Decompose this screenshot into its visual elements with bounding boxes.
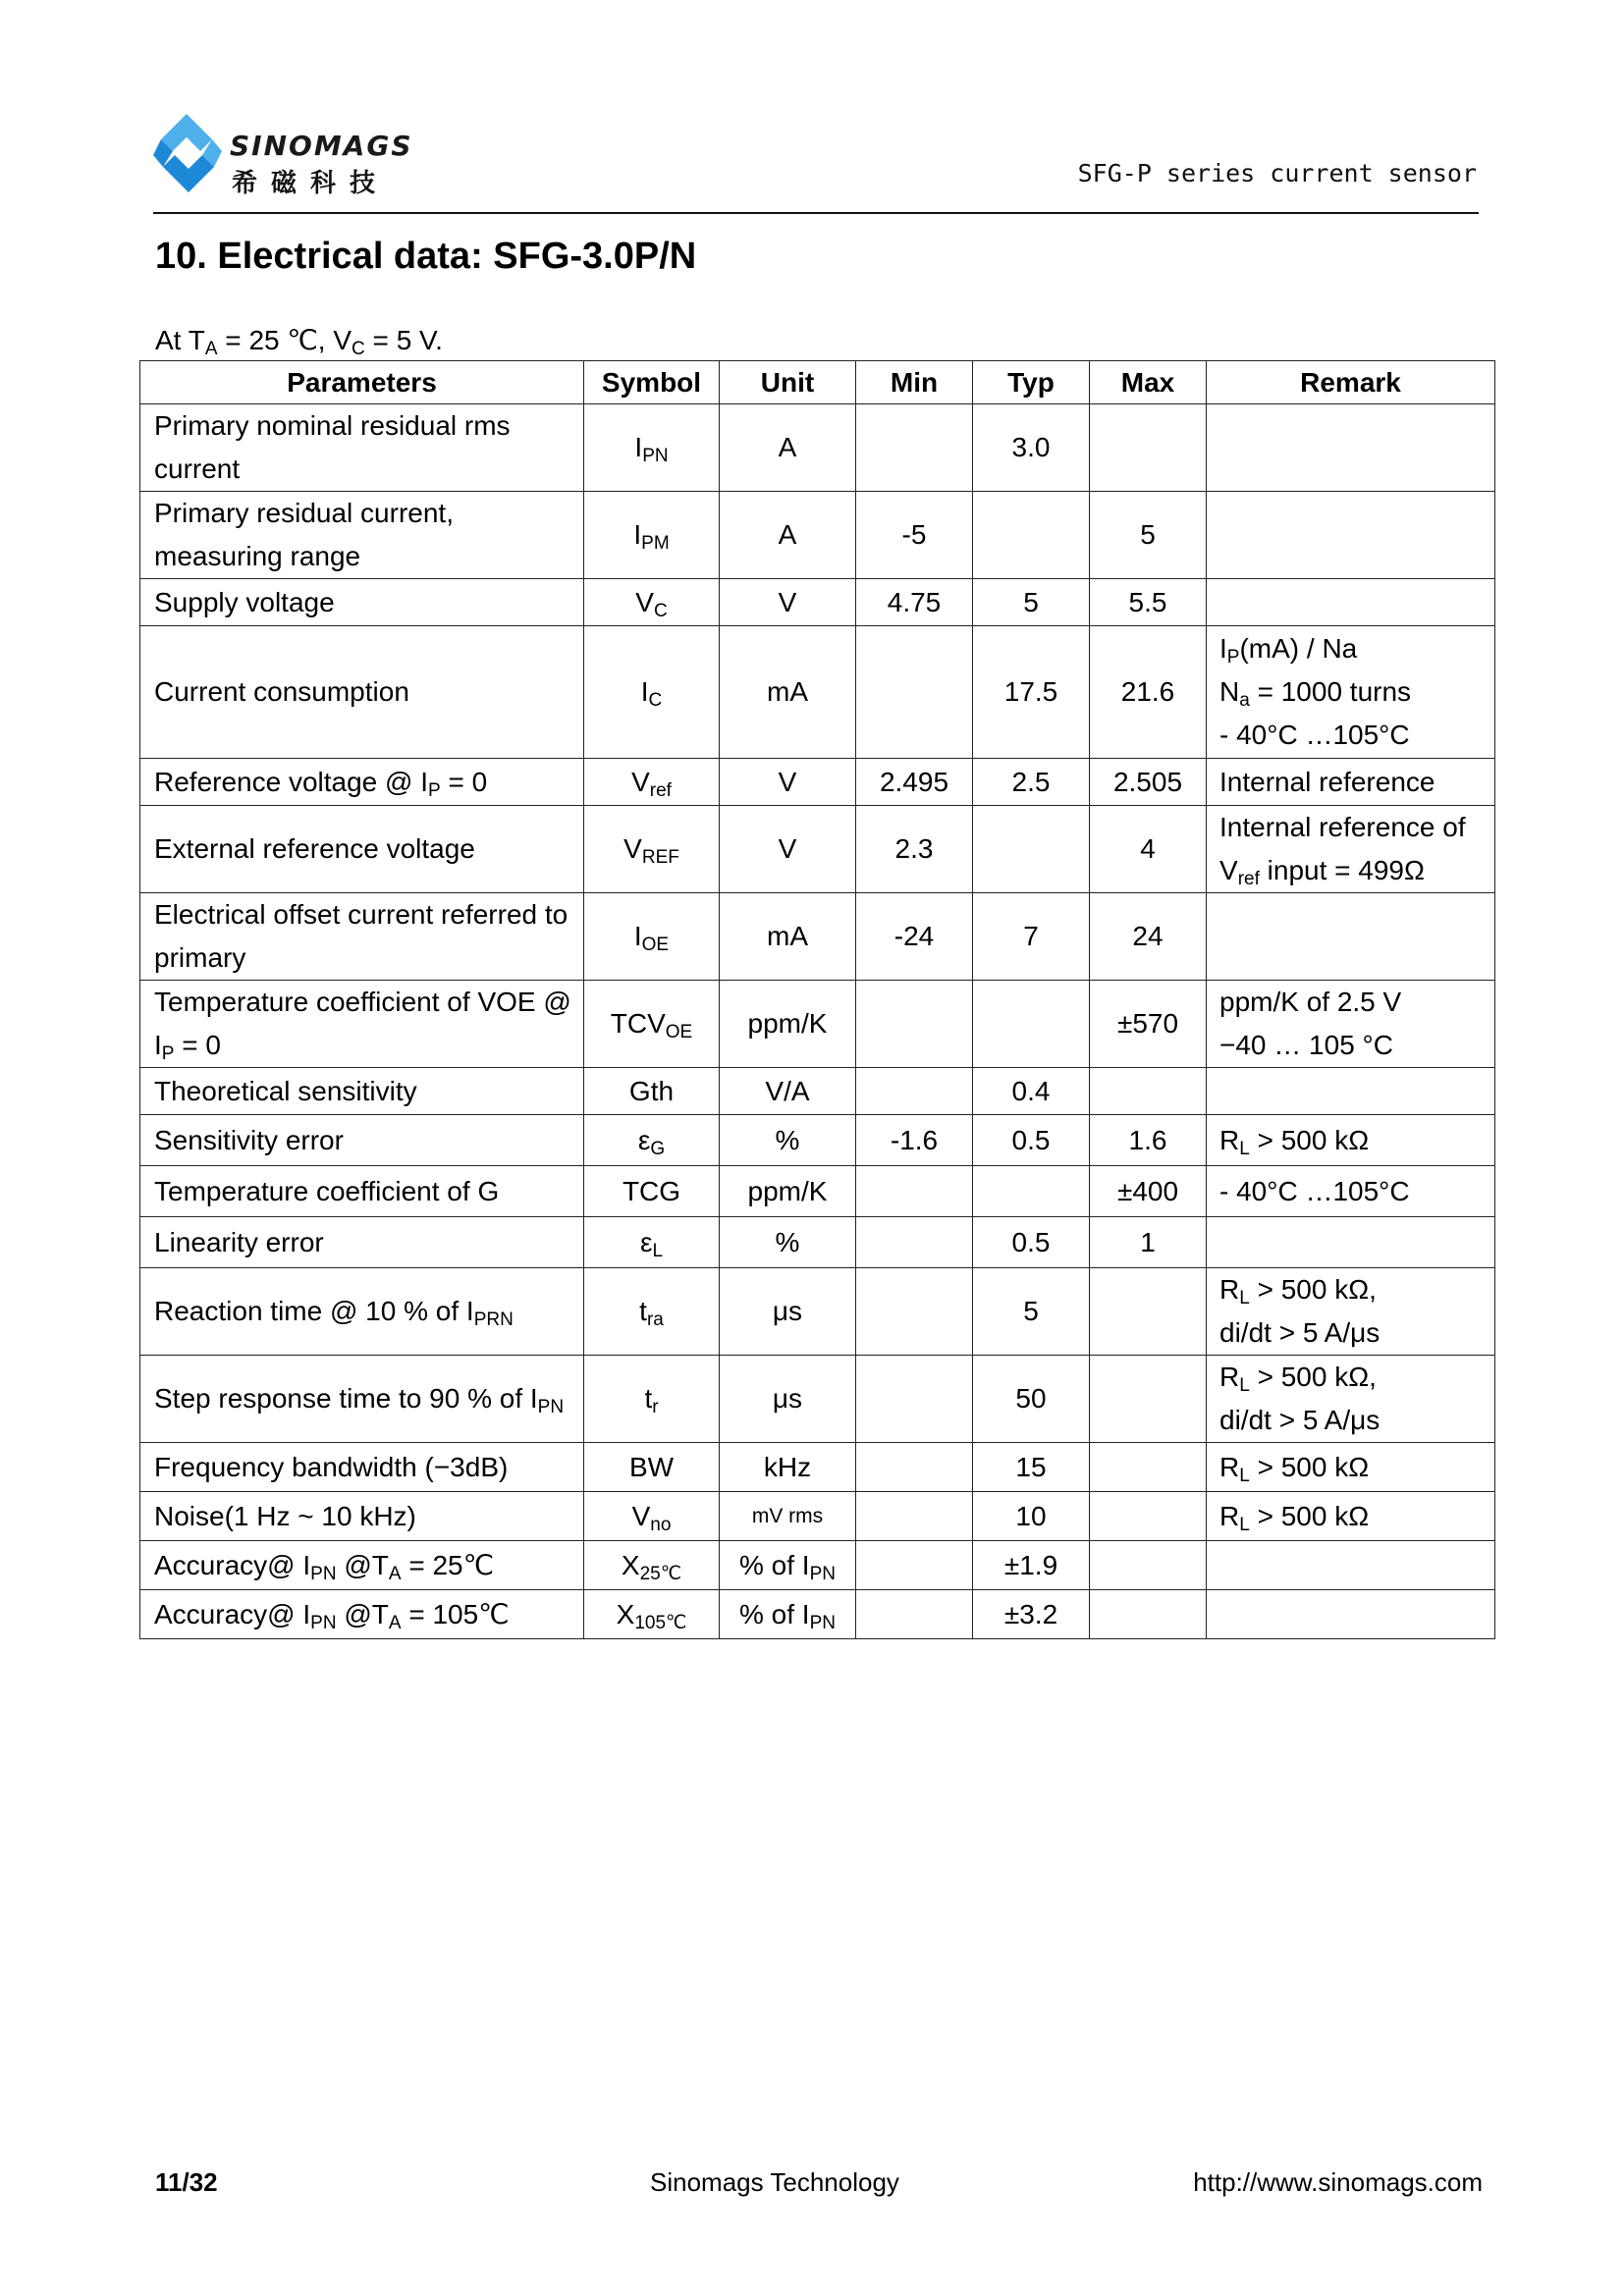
table-row bbox=[140, 1068, 1495, 1115]
cell-param: Noise(1 Hz ~ 10 kHz) bbox=[140, 1492, 584, 1541]
cell-param: Reference voltage @ $I_P = 0$ bbox=[140, 759, 584, 806]
cell-symbol: BW bbox=[584, 1443, 720, 1492]
cell-typ: 0.5 bbox=[973, 1217, 1090, 1268]
cell-unit: % bbox=[720, 1115, 856, 1166]
cell-remark bbox=[1207, 404, 1495, 492]
cell-max bbox=[1090, 1541, 1207, 1590]
cell-max: 5.5 bbox=[1090, 579, 1207, 626]
cell-min: -24 bbox=[856, 893, 973, 981]
cell-param: Primary nominal residual rms current bbox=[140, 404, 584, 492]
cell-symbol: $V_C$ bbox=[584, 579, 720, 626]
cell-typ: ±3.2 bbox=[973, 1590, 1090, 1639]
cell-max: 4 bbox=[1090, 806, 1207, 893]
table-row bbox=[140, 1541, 1495, 1590]
table-row bbox=[140, 1268, 1495, 1356]
table-row bbox=[140, 1217, 1495, 1268]
cell-remark bbox=[1207, 492, 1495, 579]
cell-typ: 17.5 bbox=[973, 626, 1090, 759]
cell-remark bbox=[1207, 579, 1495, 626]
table-row bbox=[140, 759, 1495, 806]
cell-typ: 3.0 bbox=[973, 404, 1090, 492]
cell-typ: 2.5 bbox=[973, 759, 1090, 806]
cell-min bbox=[856, 1541, 973, 1590]
cell-param: Accuracy@ $I_{PN}$ $@T_A$ = 105℃ bbox=[140, 1590, 584, 1639]
table-row bbox=[140, 893, 1495, 981]
column-header: Unit bbox=[720, 361, 856, 404]
table-row bbox=[140, 626, 1495, 759]
table-row bbox=[140, 1115, 1495, 1166]
cell-typ: 7 bbox=[973, 893, 1090, 981]
cell-remark: $R_L > 500$ kΩ bbox=[1207, 1115, 1495, 1166]
cell-unit: mV rms bbox=[720, 1492, 856, 1541]
column-header: Typ bbox=[973, 361, 1090, 404]
cell-max bbox=[1090, 1443, 1207, 1492]
cell-max: 21.6 bbox=[1090, 626, 1207, 759]
cell-typ bbox=[973, 806, 1090, 893]
cell-min: -5 bbox=[856, 492, 973, 579]
cell-param: Electrical offset current referred to primary bbox=[140, 893, 584, 981]
cell-remark bbox=[1207, 1590, 1495, 1639]
table-row bbox=[140, 1590, 1495, 1639]
cell-remark: $R_L > 500$ kΩ, di/dt > 5 A/μs bbox=[1207, 1356, 1495, 1443]
cell-typ: 5 bbox=[973, 1268, 1090, 1356]
cell-max: 2.505 bbox=[1090, 759, 1207, 806]
cell-typ: 15 bbox=[973, 1443, 1090, 1492]
cell-param: Accuracy@ $I_{PN}$ $@T_A$ = 25℃ bbox=[140, 1541, 584, 1590]
cell-symbol: $I_{PM}$ bbox=[584, 492, 720, 579]
cell-symbol: $V_{no}$ bbox=[584, 1492, 720, 1541]
page-number: 11/32 bbox=[155, 2167, 218, 2197]
cell-min bbox=[856, 1217, 973, 1268]
table-row bbox=[140, 404, 1495, 492]
section-title: 10. Electrical data: SFG-3.0P/N bbox=[155, 236, 697, 277]
table-row bbox=[140, 1443, 1495, 1492]
table-row bbox=[140, 492, 1495, 579]
cell-min: 2.3 bbox=[856, 806, 973, 893]
table-body bbox=[140, 404, 1495, 1639]
cell-typ: 0.5 bbox=[973, 1115, 1090, 1166]
cell-symbol: $V_{ref}$ bbox=[584, 759, 720, 806]
cell-max: 1.6 bbox=[1090, 1115, 1207, 1166]
cell-symbol: $I_{PN}$ bbox=[584, 404, 720, 492]
cell-unit: V bbox=[720, 806, 856, 893]
cell-max: ±400 bbox=[1090, 1166, 1207, 1217]
cell-max: 5 bbox=[1090, 492, 1207, 579]
cell-remark: ppm/K of 2.5 V −40 … 105 °C bbox=[1207, 981, 1495, 1068]
cell-remark: Internal reference bbox=[1207, 759, 1495, 806]
cell-param: Theoretical sensitivity bbox=[140, 1068, 584, 1115]
column-header: Max bbox=[1090, 361, 1207, 404]
cell-unit: A bbox=[720, 492, 856, 579]
cell-unit: kHz bbox=[720, 1443, 856, 1492]
cell-unit: ppm/K bbox=[720, 981, 856, 1068]
cell-typ: 10 bbox=[973, 1492, 1090, 1541]
cell-min bbox=[856, 1068, 973, 1115]
column-header: Parameters bbox=[140, 361, 584, 404]
cell-param: Supply voltage bbox=[140, 579, 584, 626]
cell-min bbox=[856, 1356, 973, 1443]
cell-param: Linearity error bbox=[140, 1217, 584, 1268]
cell-typ: ±1.9 bbox=[973, 1541, 1090, 1590]
cell-remark: - 40°C …105°C bbox=[1207, 1166, 1495, 1217]
cell-max bbox=[1090, 404, 1207, 492]
cell-param: Sensitivity error bbox=[140, 1115, 584, 1166]
cell-min: 4.75 bbox=[856, 579, 973, 626]
footer-company: Sinomags Technology bbox=[650, 2167, 899, 2197]
cell-param: Step response time to 90 % of $I_{PN}$ bbox=[140, 1356, 584, 1443]
test-conditions bbox=[155, 324, 443, 359]
cell-param: Temperature coefficient of VOE @ $I_P = 0$ bbox=[140, 981, 584, 1068]
cell-symbol: Gth bbox=[584, 1068, 720, 1115]
cell-max bbox=[1090, 1492, 1207, 1541]
cell-remark: $I_P(mA)$ / Na $N_a = 1000$ turns - 40°C …105°C bbox=[1207, 626, 1495, 759]
cell-param: Frequency bandwidth (−3dB) bbox=[140, 1443, 584, 1492]
cell-typ bbox=[973, 1166, 1090, 1217]
cell-max bbox=[1090, 1068, 1207, 1115]
cell-unit: V bbox=[720, 759, 856, 806]
cell-remark bbox=[1207, 1217, 1495, 1268]
cell-unit: μs bbox=[720, 1268, 856, 1356]
cell-symbol: TCG bbox=[584, 1166, 720, 1217]
cell-unit: A bbox=[720, 404, 856, 492]
cell-typ bbox=[973, 981, 1090, 1068]
company-logo bbox=[153, 106, 413, 204]
cell-param: Primary residual current, measuring range bbox=[140, 492, 584, 579]
cell-symbol: $I_C$ bbox=[584, 626, 720, 759]
table-row bbox=[140, 1356, 1495, 1443]
electrical-data-table bbox=[139, 360, 1495, 1639]
cell-max: ±570 bbox=[1090, 981, 1207, 1068]
cell-param: External reference voltage bbox=[140, 806, 584, 893]
brand-name: SINOMAGS bbox=[230, 130, 413, 162]
cell-unit: mA bbox=[720, 626, 856, 759]
column-header: Symbol bbox=[584, 361, 720, 404]
cell-unit: μs bbox=[720, 1356, 856, 1443]
cell-min: -1.6 bbox=[856, 1115, 973, 1166]
document-title: SFG-P series current sensor bbox=[1077, 159, 1477, 187]
cell-symbol: $\varepsilon_G$ bbox=[584, 1115, 720, 1166]
cell-min bbox=[856, 1492, 973, 1541]
cell-unit: ppm/K bbox=[720, 1166, 856, 1217]
cell-symbol: $X_{25℃}$ bbox=[584, 1541, 720, 1590]
cell-symbol: $t_{ra}$ bbox=[584, 1268, 720, 1356]
cell-remark: $R_L > 500$ kΩ bbox=[1207, 1492, 1495, 1541]
cell-remark: Internal reference of $V_{ref}$ input = 499Ω bbox=[1207, 806, 1495, 893]
cell-unit: % bbox=[720, 1217, 856, 1268]
cell-symbol: $I_{OE}$ bbox=[584, 893, 720, 981]
cell-param: Current consumption bbox=[140, 626, 584, 759]
cell-min bbox=[856, 1590, 973, 1639]
cell-unit: mA bbox=[720, 893, 856, 981]
header-divider bbox=[153, 212, 1479, 214]
cell-typ: 5 bbox=[973, 579, 1090, 626]
conditions-text: At $T_A = 25$ ℃, $V_C = 5$ V. bbox=[155, 325, 443, 359]
cell-typ: 0.4 bbox=[973, 1068, 1090, 1115]
table-row bbox=[140, 579, 1495, 626]
cell-min bbox=[856, 404, 973, 492]
cell-min bbox=[856, 1443, 973, 1492]
cell-min bbox=[856, 626, 973, 759]
cell-symbol: $TCV_{OE}$ bbox=[584, 981, 720, 1068]
cell-unit: % of $I_{PN}$ bbox=[720, 1590, 856, 1639]
table-row bbox=[140, 806, 1495, 893]
cell-symbol: $\varepsilon_L$ bbox=[584, 1217, 720, 1268]
cell-max bbox=[1090, 1590, 1207, 1639]
table-row bbox=[140, 1492, 1495, 1541]
cell-param: Reaction time @ 10 % of $I_{PRN}$ bbox=[140, 1268, 584, 1356]
cell-remark bbox=[1207, 1068, 1495, 1115]
cell-unit: V bbox=[720, 579, 856, 626]
cell-symbol: $V_{REF}$ bbox=[584, 806, 720, 893]
cell-remark bbox=[1207, 893, 1495, 981]
cell-typ bbox=[973, 492, 1090, 579]
cell-max: 1 bbox=[1090, 1217, 1207, 1268]
cell-symbol: $X_{105℃}$ bbox=[584, 1590, 720, 1639]
cell-remark: $R_L > 500$ kΩ bbox=[1207, 1443, 1495, 1492]
cell-typ: 50 bbox=[973, 1356, 1090, 1443]
cell-remark bbox=[1207, 1541, 1495, 1590]
footer-url: http://www.sinomags.com bbox=[1193, 2167, 1483, 2197]
table-row bbox=[140, 981, 1495, 1068]
cell-symbol: $t_r$ bbox=[584, 1356, 720, 1443]
brand-name-cn: 希磁科技 bbox=[232, 169, 390, 198]
cell-unit: V/A bbox=[720, 1068, 856, 1115]
cell-max: 24 bbox=[1090, 893, 1207, 981]
cell-min bbox=[856, 981, 973, 1068]
cell-param: Temperature coefficient of G bbox=[140, 1166, 584, 1217]
column-header: Min bbox=[856, 361, 973, 404]
column-header: Remark bbox=[1207, 361, 1495, 404]
cell-max bbox=[1090, 1268, 1207, 1356]
cell-remark: $R_L > 500$ kΩ, di/dt > 5 A/μs bbox=[1207, 1268, 1495, 1356]
table-header-row bbox=[140, 361, 1495, 404]
sinomags-logo-icon bbox=[153, 106, 222, 200]
cell-min: 2.495 bbox=[856, 759, 973, 806]
cell-unit: % of $I_{PN}$ bbox=[720, 1541, 856, 1590]
cell-max bbox=[1090, 1356, 1207, 1443]
cell-min bbox=[856, 1166, 973, 1217]
cell-min bbox=[856, 1268, 973, 1356]
table-row bbox=[140, 1166, 1495, 1217]
